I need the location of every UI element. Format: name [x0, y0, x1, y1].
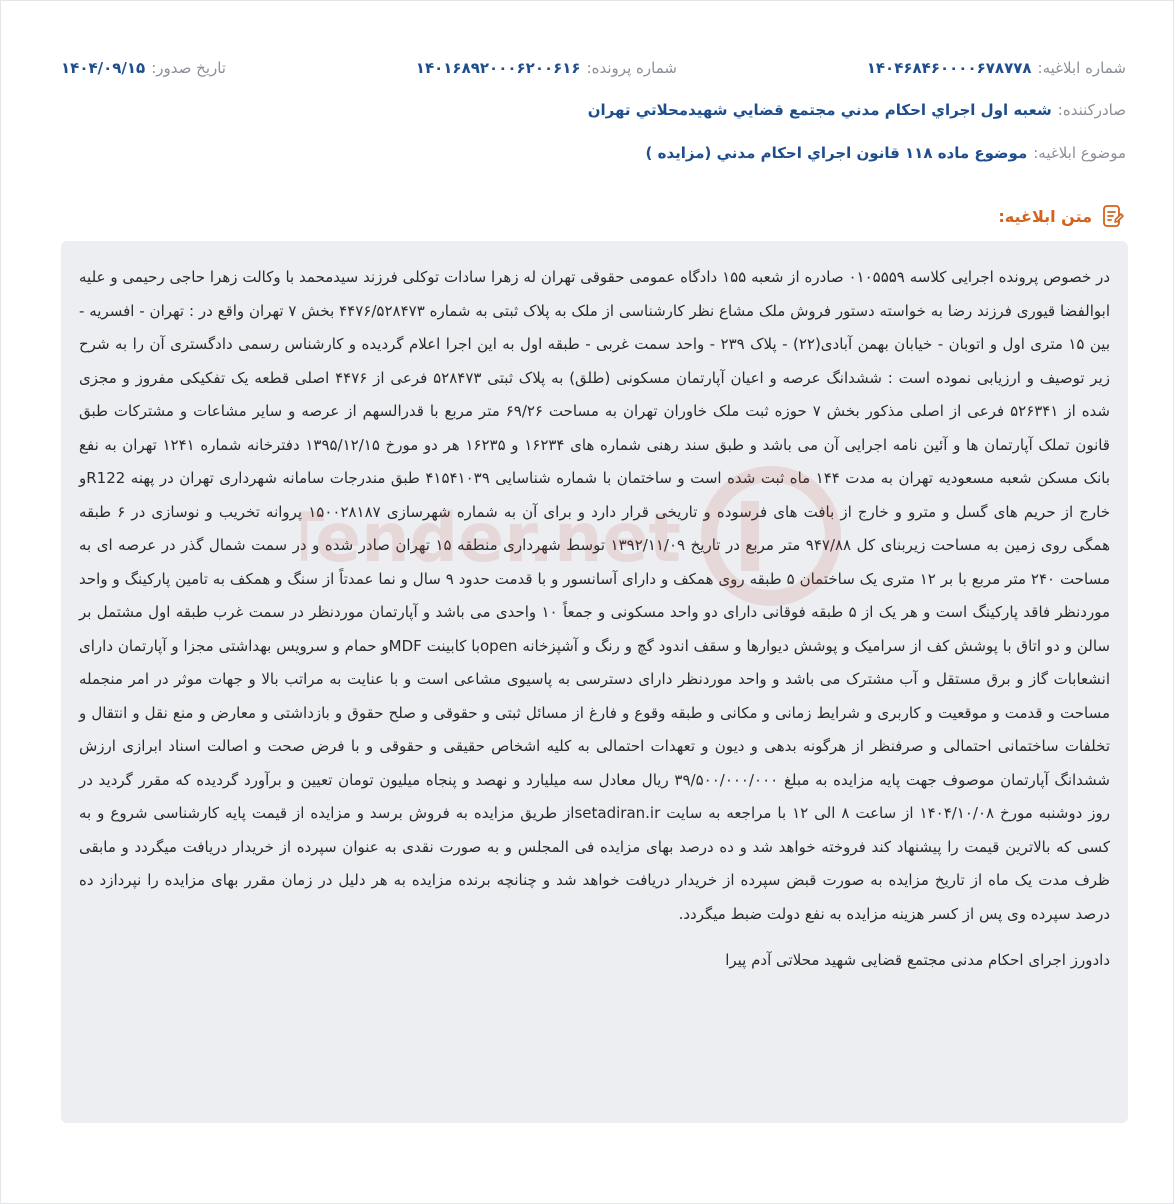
- case-number-label: شماره پرونده:: [586, 59, 677, 77]
- issue-date-value: ۱۴۰۴/۰۹/۱۵: [61, 59, 146, 77]
- section-title-text: متن ابلاغیه:: [998, 206, 1092, 226]
- issue-date: [61, 59, 226, 77]
- notice-number-value: ۱۴۰۴۶۸۴۶۰۰۰۰۶۷۸۷۷۸: [866, 59, 1032, 77]
- subject-label: موضوع ابلاغیه:: [1033, 144, 1126, 162]
- case-number-value: ۱۴۰۱۶۸۹۲۰۰۰۶۲۰۰۶۱۶: [415, 59, 581, 77]
- issuer-row: [588, 101, 1126, 119]
- notice-body-text: در خصوص پرونده اجرایی کلاسه ۰۱۰۵۵۵۹ صادره از شعبه ۱۵۵ دادگاه عمومی حقوقی تهران له زهرا سادات توکلی فرزند سیدمحمد با وکالت زهرا حاجی رحیمی و علیه ابوالفضا قیوری فرزند رضا به خواسته دستور فروش ملک مشاع نظر کارشناسی از ملک به پلاک ثبتی به شماره ۴۴۷۶/۵۲۸۴۷۳ بخش ۷ تهران واقع در : تهران - افسریه - بین ۱۵ متری اول و اتوبان - خیابان بهمن آبادی(۲۲) - پلاک ۲۳۹ - واحد سمت غربی - طبقه اول به این اجرا اعلام گردیده و کارشناس رسمی دادگستری آن را به شرح زیر توصیف و ارزیابی نموده است : ششدانگ عرصه و اعیان آپارتمان مسکونی (طلق) به پلاک ثبتی ۵۲۸۴۷۳ فرعی از ۴۴۷۶ اصلی قطعه یک تفکیکی مفروز و مجزی شده از ۵۲۶۳۴۱ فرعی از اصلی مذکور بخش ۷ حوزه ثبت ملک خاوران تهران به مساحت ۶۹/۲۶ متر مربع با قدرالسهم از عرصه و سایر مشاعات و مشترکات طبق قانون تملک آپارتمان ها و آئین نامه اجرایی آن می باشد و طبق سند رهنی شماره های ۱۶۲۳۴ و ۱۶۲۳۵ هر دو مورخ ۱۳۹۵/۱۲/۱۵ دفترخانه شماره ۱۲۴۱ تهران به نفع بانک مسکن شعبه مسعودیه تهران به مدت ۱۴۴ ماه ثبت شده است و ساختمان با شماره شناسایی ۴۱۵۴۱۰۳۹ طبق مندرجات سامانه شهرداری تهران در پهنه R122و خارج از حریم های گسل و مترو و خارج از بافت های فرسوده و تاریخی قرار دارد و برای آن به شماره شهرسازی ۱۵۰۰۲۸۱۸۷ پروانه تخریب و نوسازی در ۶ طبقه همگی روی زمین به مساحت زیربنای کل ۹۴۷/۸۸ متر مربع در تاریخ ۱۳۹۲/۱۱/۰۹ توسط شهرداری منطقه ۱۵ تهران صادر شده و در سمت شمال گذر در عرصه ای به مساحت ۲۴۰ متر مربع با بر ۱۲ متری یک ساختمان ۵ طبقه روی همکف و دارای آسانسور و با قدمت حدود ۹ سال و نما عمدتاً از سنگ و همکف به تامین پارکینگ و واحد موردنظر فاقد پارکینگ است و هر یک از ۵ طبقه فوقانی دارای دو واحد مسکونی و جمعاً ۱۰ واحدی می باشد و آپارتمان موردنظر در سمت غرب طبقه اول مشتمل بر سالن و دو اتاق با پوشش کف از سرامیک و پوشش دیوارها و سقف اندود گچ و رنگ و آشپزخانه openبا کابینت MDFو حمام و سرویس بهداشتی مجزا و آپارتمان دارای انشعابات گاز و برق مستقل و آب مشترک می باشد و واحد موردنظر دارای دسترسی به پاسیوی مشاعی است و با عنایت به مراتب بالا و جهات موثر در امر منجمله مساحت و قدمت و موقعیت و کاربری و شرایط زمانی و مکانی و طبقه وقوع و فارغ از مسائل ثبتی و حقوقی و صلح حقوق و بازداشتی و معارض و منع نقل و انتقال و تخلفات ساختمانی احتمالی و صرفنظر از هرگونه بدهی و دیون و تعهدات احتمالی به کلیه اشخاص حقیقی و حقوقی و با فرض صحت و اصالت اسناد ابرازی ارزش ششدانگ آپارتمان موصوف جهت پایه مزایده به مبلغ ۳۹/۵۰۰/۰۰۰/۰۰۰ ریال معادل سه میلیارد و نهصد و پنجاه میلیون تومان تعیین و برآورد گردیده که مقرر گردید در روز دوشنبه مورخ ۱۴۰۴/۱۰/۰۸ از ساعت ۸ الی ۱۲ با مراجعه به سایت setadiran.irاز طریق مزایده به فروش برسد و مزایده از قیمت پایه کارشناسی شروع و به کسی که بالاترین قیمت را پیشنهاد کند فروخته خواهد شد و ده درصد بهای مزایده فی المجلس و به صورت نقدی به عنوان سپرده از خریدار دریافت میگردد و مابقی ظرف مدت یک ماه از تاریخ مزایده به صورت قبض سپرده از خریدار دریافت خواهد شد و چنانچه برنده مزایده به هر دلیل در زمان مقرر بهای مزایده را نپردازد ده درصد سپرده وی پس از کسر هزینه مزایده به نفع دولت ضبط میگردد.: [79, 268, 1111, 923]
- section-title: [998, 203, 1126, 229]
- notice-number: [867, 59, 1126, 77]
- case-number: [416, 59, 677, 77]
- header-row: [61, 59, 1126, 77]
- issuer-value: شعبه اول اجراي احکام مدني مجتمع قضايي شهيدمحلاتي تهران: [587, 101, 1052, 119]
- issue-date-label: تاریخ صدور:: [151, 59, 226, 77]
- subject-value: موضوع ماده ۱۱۸ قانون اجراي احکام مدني (مزايده ): [645, 144, 1028, 162]
- notice-content-box: [61, 241, 1128, 1123]
- subject-row: [646, 144, 1126, 162]
- issuer-label: صادرکننده:: [1057, 101, 1126, 119]
- document-edit-icon: [1100, 203, 1126, 229]
- notice-number-label: شماره ابلاغیه:: [1037, 59, 1126, 77]
- notice-signature: دادورز اجرای احکام مدنی مجتمع قضایی شهید محلاتی آدم پیرا: [725, 951, 1110, 969]
